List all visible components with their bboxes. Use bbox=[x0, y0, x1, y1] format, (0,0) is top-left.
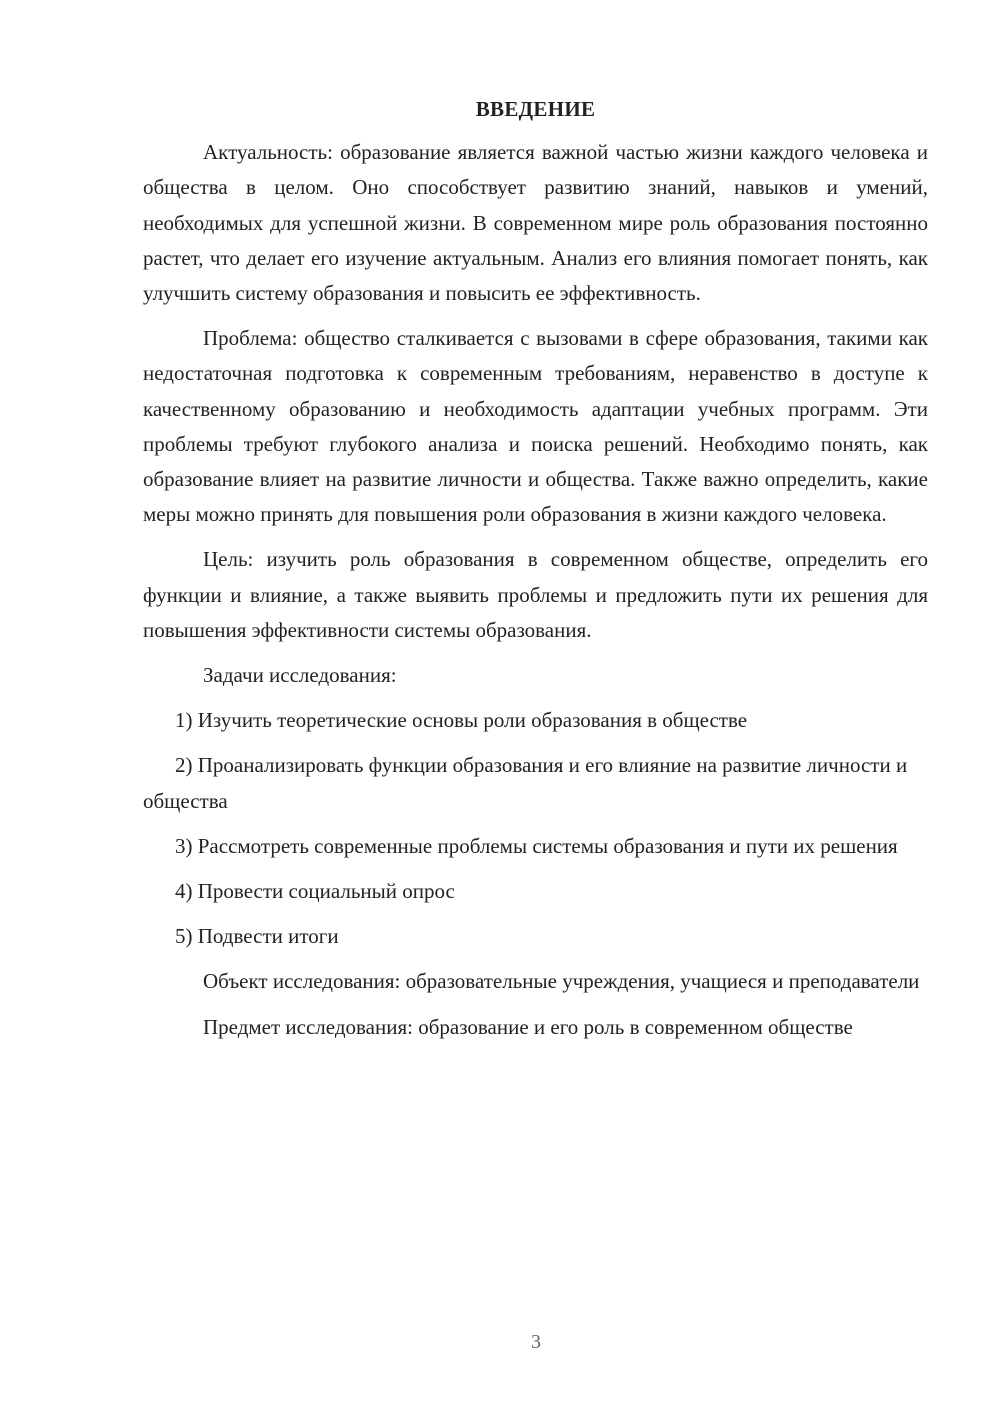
paragraph-object: Объект исследования: образовательные учреждения, учащиеся и преподаватели bbox=[203, 969, 920, 994]
document-body bbox=[143, 92, 928, 1055]
task-item-5: 5) Подвести итоги bbox=[175, 924, 339, 949]
paragraph-problem: Проблема: общество сталкивается с вызовами в сфере образования, такими как недостаточная подготовка к современным требованиям, неравенство в доступе к качественному образованию и необходимость адаптации учебных программ. Эти проблемы требуют глубокого анализа и поиска решений. Необходимо понять, как образование влияет на развитие личности и общества. Также важно определить, какие меры можно принять для повышения роли образования в жизни каждого человека. bbox=[143, 326, 928, 527]
page-number: 3 bbox=[531, 1331, 541, 1353]
task-item-1: 1) Изучить теоретические основы роли образования в обществе bbox=[175, 708, 748, 733]
section-heading: ВВЕДЕНИЕ bbox=[475, 97, 596, 121]
task-item-4: 4) Провести социальный опрос bbox=[175, 879, 455, 904]
task-item-2: 2) Проанализировать функции образования и его влияние на развитие личности и общества bbox=[143, 753, 908, 813]
task-item-3: 3) Рассмотреть современные проблемы системы образования и пути их решения bbox=[175, 833, 898, 858]
paragraph-subject: Предмет исследования: образование и его роль в современном обществе bbox=[203, 1014, 853, 1039]
paragraph-goal: Цель: изучить роль образования в современном обществе, определить его функции и влияние, а также выявить проблемы и предложить пути их решения для повышения эффективности системы образования. bbox=[143, 547, 928, 642]
paragraph-relevance: Актуальность: образование является важной частью жизни каждого человека и общества в целом. Оно способствует развитию знаний, навыков и умений, необходимых для успешной жизни. В современном мире роль образования постоянно растет, что делает его изучение актуальным. Анализ его влияния помогает понять, как улучшить систему образования и повысить ее эффективность. bbox=[143, 140, 928, 306]
tasks-title: Задачи исследования: bbox=[203, 663, 397, 688]
